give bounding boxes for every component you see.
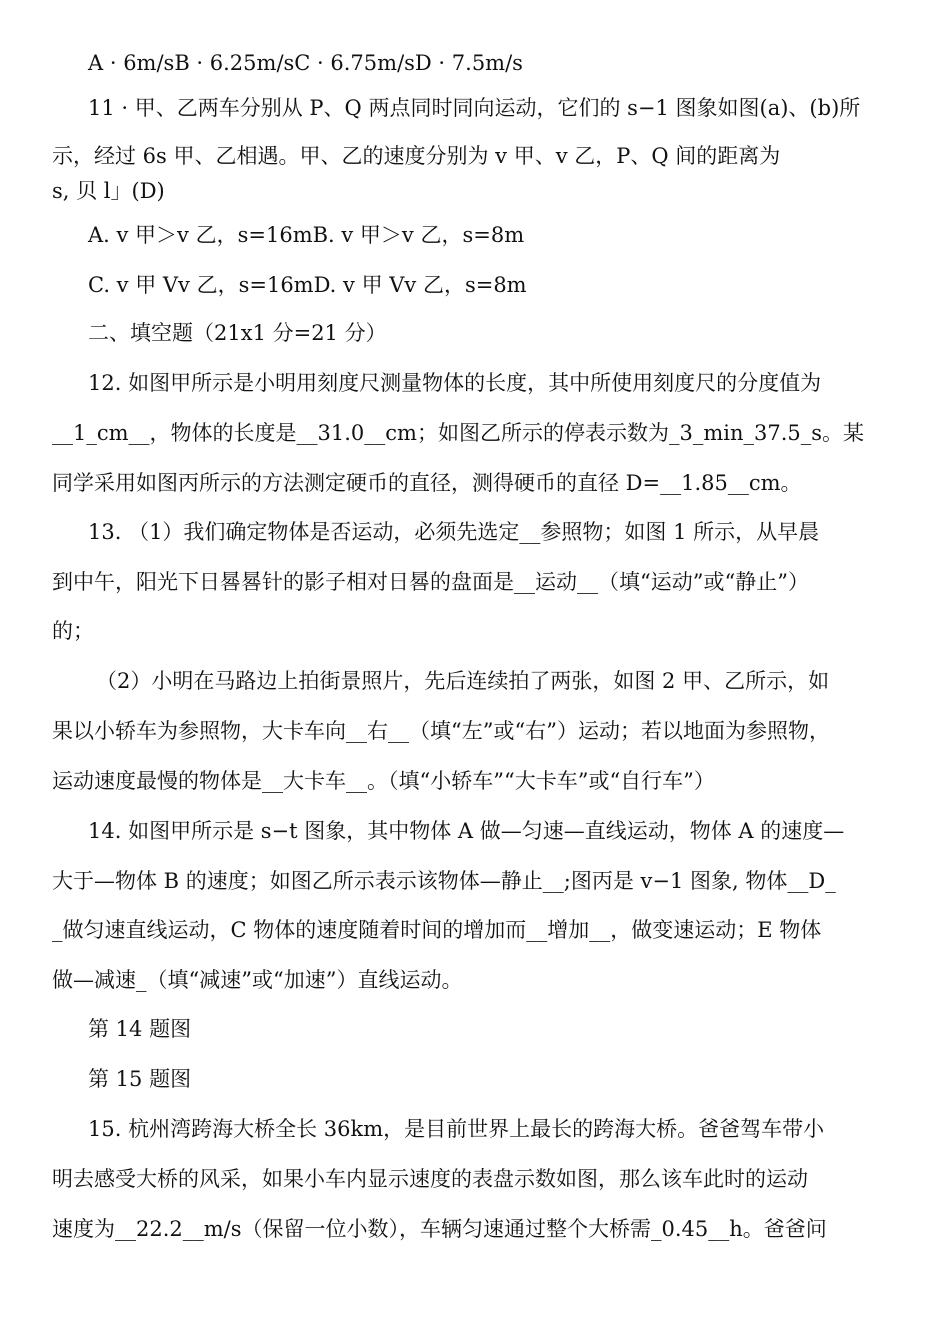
figure-caption-q14: 第 14 题图: [88, 1017, 192, 1041]
q13-line3: 的；: [52, 619, 94, 643]
q13-part2-line2: 果以小轿车为参照物，大卡车向__右__（填“左”或“右”）运动；若以地面为参照物，: [52, 719, 830, 743]
q11-stem-line1: 11 · 甲、乙两车分别从 P、Q 两点同时同向运动，它们的 s−1 图象如图(a)、(b)所: [88, 96, 861, 120]
q13-part2-line1: （2）小明在马路边上拍街景照片，先后连续拍了两张，如图 2 甲、乙所示，如: [96, 669, 830, 693]
q11-stem-line2: 示，经过 6s 甲、乙相遇。甲、乙的速度分别为 v 甲、v 乙，P、Q 间的距离为: [52, 144, 781, 168]
q10-options: A · 6m/sB · 6.25m/sC · 6.75m/sD · 7.5m/s: [88, 51, 523, 75]
q12-line1: 12. 如图甲所示是小明用刻度尺测量物体的长度，其中所使用刻度尺的分度值为: [88, 371, 822, 395]
q11-options-cd: C. v 甲 Vv 乙，s=16mD. v 甲 Vv 乙，s=8m: [88, 273, 527, 297]
q14-line2: 大于—物体 B 的速度；如图乙所示表示该物体—静止__;图丙是 v−1 图象, 物体__D_: [52, 869, 836, 893]
q15-line3: 速度为__22.2__m/s（保留一位小数），车辆匀速通过整个大桥需_0.45__h。爸爸问: [52, 1217, 827, 1241]
q12-line3: 同学采用如图丙所示的方法测定硬币的直径，测得硬币的直径 D=__1.85__cm。: [52, 471, 802, 495]
q15-line1: 15. 杭州湾跨海大桥全长 36km，是目前世界上最长的跨海大桥。爸爸驾车带小: [88, 1117, 825, 1141]
q13-line1: 13. （1）我们确定物体是否运动，必须先选定__参照物；如图 1 所示，从早晨: [88, 520, 820, 544]
q12-line2: __1_cm__，物体的长度是__31.0__cm；如图乙所示的停表示数为_3_min_37.5_s。某: [52, 421, 865, 445]
q14-line3: _做匀速直线运动，C 物体的速度随着时间的增加而__增加__，做变速运动；E 物体: [52, 918, 822, 942]
figure-caption-q15: 第 15 题图: [88, 1067, 192, 1091]
section-heading-fill-in: 二、填空题（21x1 分=21 分）: [88, 321, 387, 345]
q14-line1: 14. 如图甲所示是 s−t 图象，其中物体 A 做—匀速—直线运动，物体 A 的速度—: [88, 819, 845, 843]
q13-line2: 到中午，阳光下日晷晷针的影子相对日晷的盘面是__运动__（填“运动”或“静止”）: [52, 570, 809, 594]
q15-line2: 明去感受大桥的风采，如果小车内显示速度的表盘示数如图，那么该车此时的运动: [52, 1167, 808, 1191]
q11-stem-line3: s, 贝 l」(D): [52, 179, 165, 203]
q14-line4: 做—减速_（填“减速”或“加速”）直线运动。: [52, 968, 463, 992]
q11-options-ab: A. v 甲＞v 乙，s=16mB. v 甲＞v 乙，s=8m: [88, 223, 525, 247]
q13-part2-line3: 运动速度最慢的物体是__大卡车__。（填“小轿车”“大卡车”或“自行车”）: [52, 769, 715, 793]
